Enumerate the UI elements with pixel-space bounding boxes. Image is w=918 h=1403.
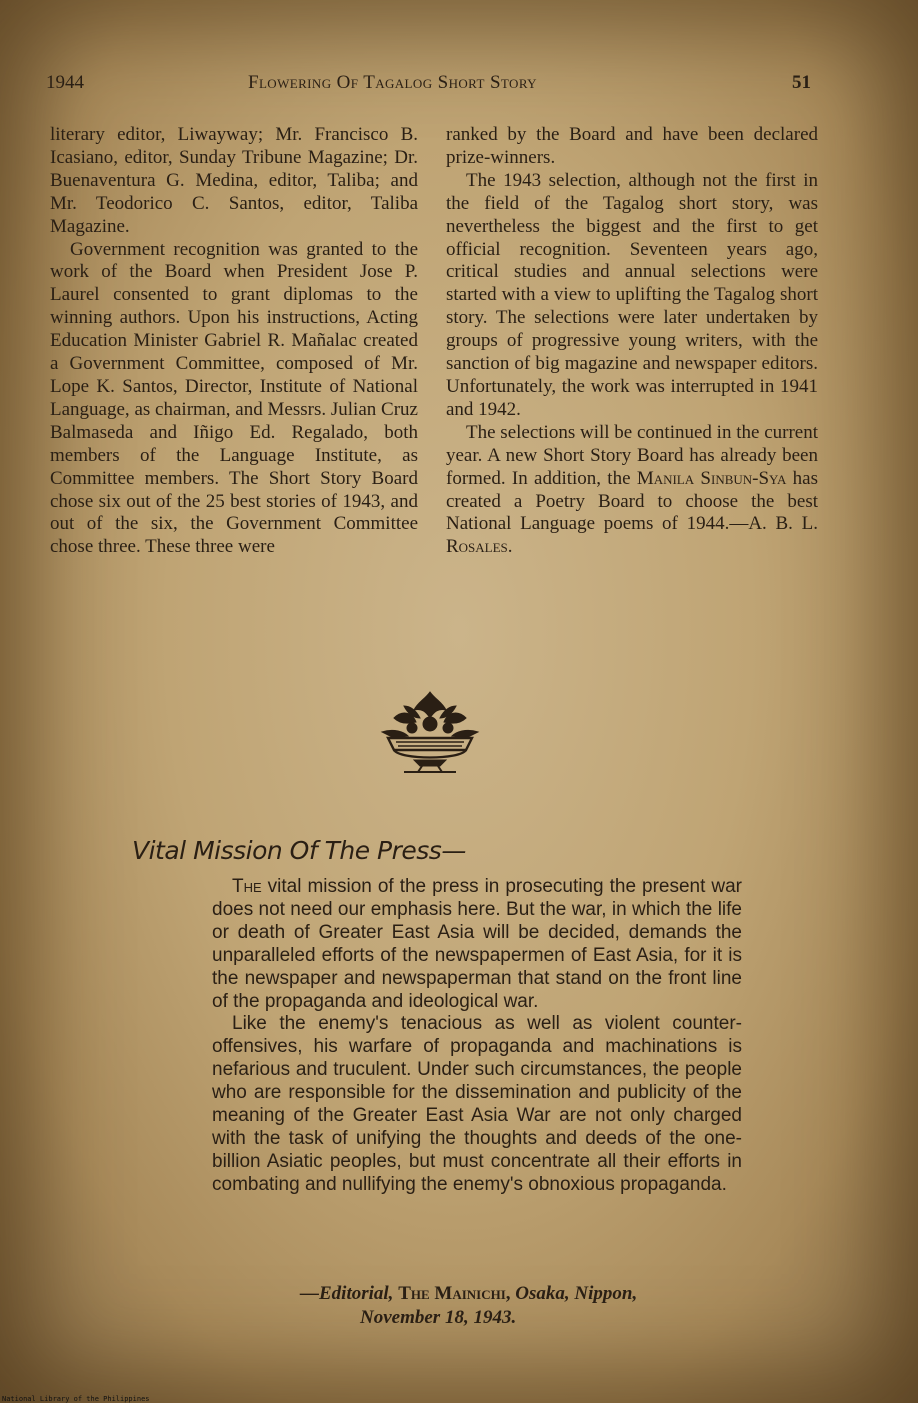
editorial-lead-word: The xyxy=(232,876,262,897)
right-column xyxy=(446,124,818,559)
page-number: 51 xyxy=(792,72,811,93)
left-paragraph-1: literary editor, Liwayway; Mr. Francisco B. Icasiano, editor, Sunday Tribune Magazine; Dr. Buenaventura G. Medina, editor, Taliba; and Mr. Teodorico C. Santos, editor, Taliba Magazine. xyxy=(50,124,418,237)
signature-place: Osaka, Nippon, xyxy=(515,1283,638,1304)
editorial-paragraph-1-text: vital mission of the press in prosecuting the present war does not need our emphasis here. But the war, in which the life or death of Greater East Asia will be decided, demands the unparalleled efforts of the newspapermen of East Asia, for it is the newspaper and newspaperman that stand on the front line of the propaganda and ideological war. xyxy=(212,876,742,1012)
right-paragraph-2: The 1943 selection, although not the first in the field of the Tagalog short story, was nevertheless the biggest and the first to get official recognition. Seventeen years ago, critical studies and annual selections were started with a view to uplifting the Tagalog short story. The selections were later undertaken by groups of progressive young writers, with the sanction of big magazine and newspaper editors. Unfortunately, the work was interrupted in 1941 and 1942. xyxy=(446,169,818,420)
left-column xyxy=(50,124,418,559)
left-paragraph-2: Government recognition was granted to the work of the Board when President Jose P. Laurel consented to grant diplomas to the winning authors. Upon his instructions, Acting Education Minister Gabriel R. Mañalac created a Government Committee, composed of Mr. Lope K. Santos, Director, Institute of National Language, as chairman, and Messrs. Julian Cruz Balmaseda and Iñigo Ed. Regalado, both members of the Language Institute, as Committee members. The Short Story Board chose six out of the 25 best stories of 1943, and out of the six, the Government Committee chose three. These three were xyxy=(50,238,418,558)
right-paragraph-1: ranked by the Board and have been declared prize-winners. xyxy=(446,124,818,168)
organization-name: Manila Sinbun-Sya xyxy=(636,467,787,489)
library-footer-note: National Library of the Philippines xyxy=(2,1395,150,1403)
author-name: Rosales. xyxy=(446,536,513,558)
signature-newspaper: The Mainichi, xyxy=(398,1283,511,1304)
header-year: 1944 xyxy=(46,72,84,93)
flower-basket-ornament-icon xyxy=(374,688,486,778)
editorial-paragraph-2: Like the enemy's tenacious as well as violent counter-offensives, his warfare of propaganda and machinations is nefarious and truculent. Under such circumstances, the people who are responsible for the dissemination and publicity of the meaning of the Greater East Asia War are not only charged with the task of unifying the thoughts and deeds of the one-billion Asiatic peoples, but must concentrate all their efforts in combating and nullifying the enemy's obnoxious propaganda. xyxy=(212,1013,742,1195)
right-paragraph-3 xyxy=(446,422,818,559)
right-paragraph-3-rest: has created a Poetry Board to choose the best National Language poems of 1944.—A. B. L. xyxy=(446,467,818,535)
signature-date: November 18, 1943. xyxy=(360,1307,517,1328)
editorial-body xyxy=(212,876,742,1197)
editorial-signature xyxy=(300,1282,740,1330)
right-paragraph-3-text: The selections will be continued in the current year. A new Short Story Board has already been formed. In addition, the xyxy=(446,421,818,489)
header-title: Flowering Of Tagalog Short Story xyxy=(248,72,537,93)
editorial-title: Vital Mission Of The Press— xyxy=(132,836,466,865)
signature-prefix: —Editorial, xyxy=(300,1283,394,1304)
editorial-paragraph-1 xyxy=(212,876,742,1013)
running-head xyxy=(0,72,918,102)
